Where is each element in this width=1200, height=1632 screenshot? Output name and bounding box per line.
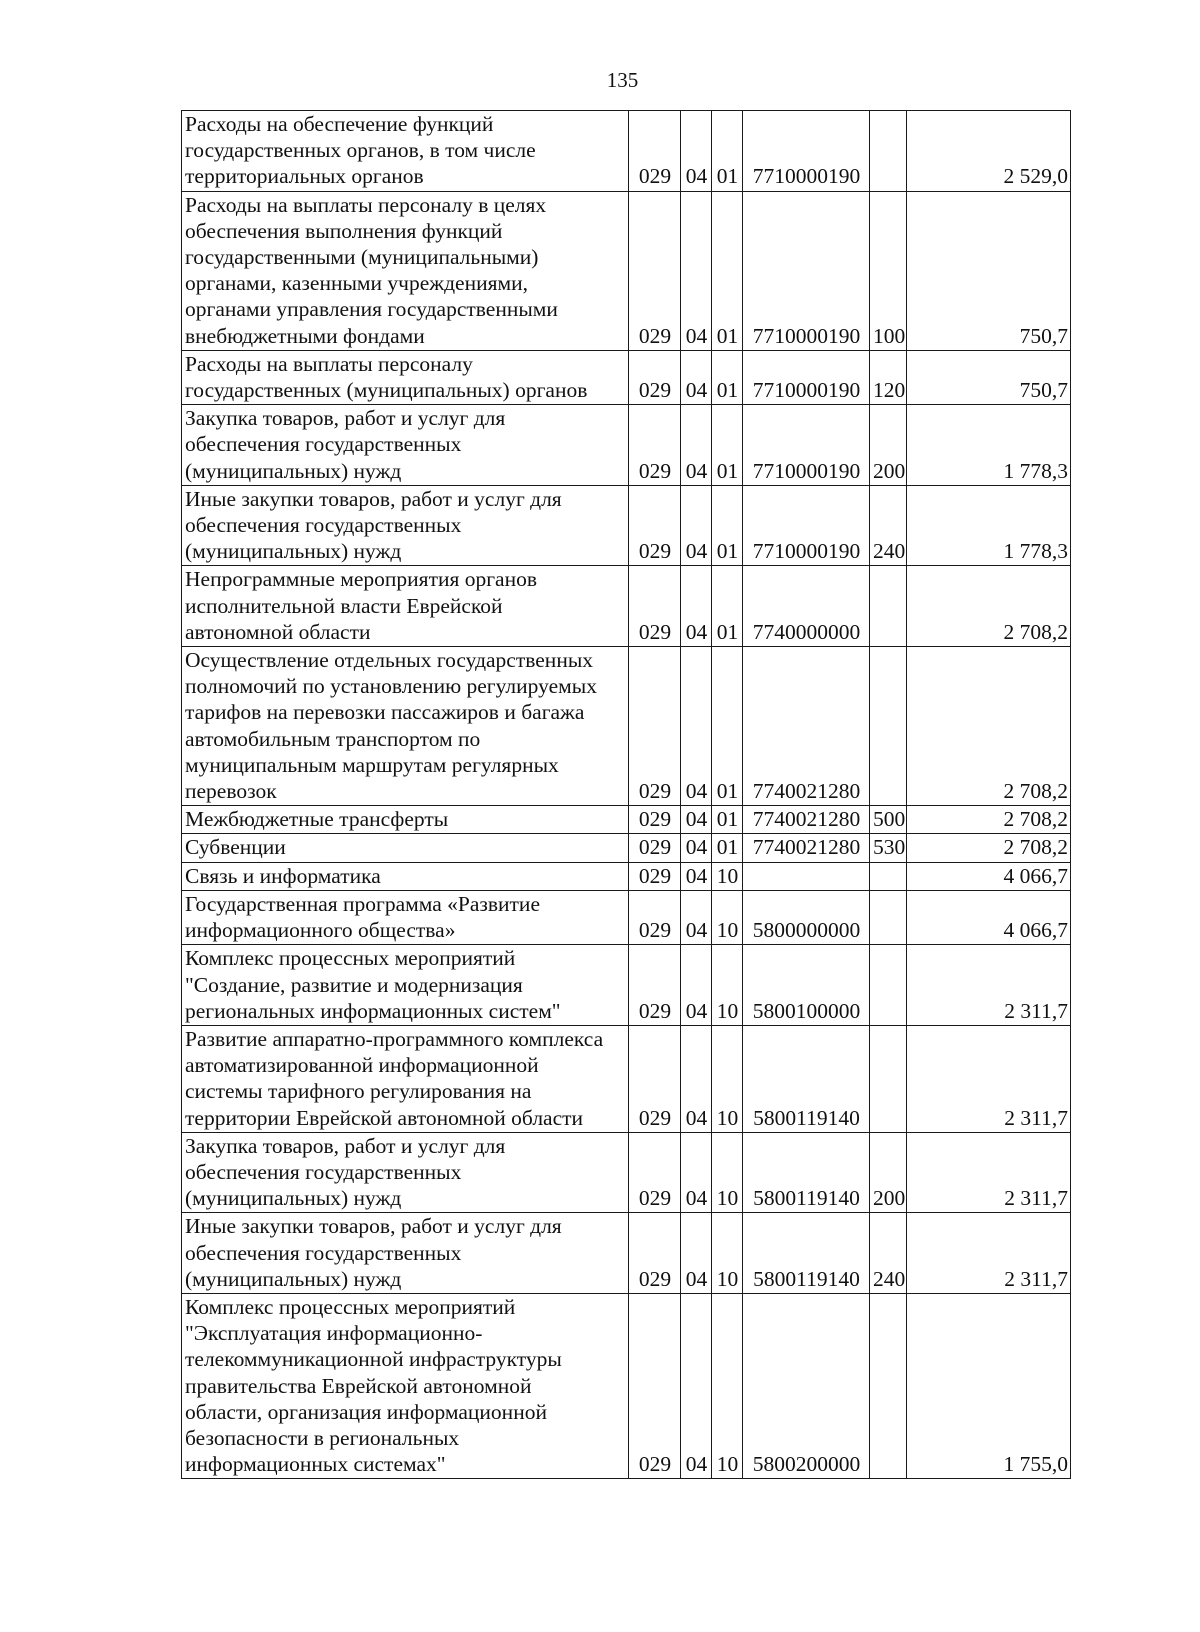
expense-name-cell: Иные закупки товаров, работ и услуг для обеспечения государственных (муниципальных) нужд [182,1213,629,1294]
expense-name-cell: Непрограммные мероприятия органов исполнительной власти Еврейской автономной области [182,566,629,647]
grbs-code-cell: 029 [629,1132,681,1213]
grbs-code-cell: 029 [629,890,681,944]
amount-cell: 1 778,3 [907,485,1071,566]
expense-type-code-cell: 120 [870,350,907,404]
expense-type-code-cell: 240 [870,1213,907,1294]
target-article-code-cell: 7710000190 [743,350,870,404]
section-code-cell: 04 [681,1025,712,1132]
table-row [182,945,1071,1026]
table-row [182,566,1071,647]
page-number: 135 [606,68,639,92]
target-article-code-cell: 7740021280 [743,647,870,806]
grbs-code-cell: 029 [629,1025,681,1132]
target-article-code-cell: 7710000190 [743,405,870,486]
amount-cell: 4 066,7 [907,890,1071,944]
table-row [182,350,1071,404]
table-row [182,647,1071,806]
expense-type-code-cell [870,111,907,192]
expense-name-cell: Комплекс процессных мероприятий "Эксплуатация информационно- телекоммуникационной инфраструктуры правительства Еврейской автономной области, организация информационной безопасности в региональных информационных системах" [182,1293,629,1478]
table-row [182,862,1071,890]
amount-cell: 2 708,2 [907,806,1071,834]
expense-type-code-cell: 240 [870,485,907,566]
amount-cell: 1 755,0 [907,1293,1071,1478]
amount-cell: 2 708,2 [907,647,1071,806]
subsection-code-cell: 10 [712,1293,743,1478]
target-article-code-cell: 5800100000 [743,945,870,1026]
grbs-code-cell: 029 [629,405,681,486]
expense-type-code-cell: 500 [870,806,907,834]
amount-cell: 2 311,7 [907,1132,1071,1213]
subsection-code-cell: 01 [712,405,743,486]
expense-name-cell: Государственная программа «Развитие информационного общества» [182,890,629,944]
subsection-code-cell: 10 [712,890,743,944]
expense-name-cell: Субвенции [182,834,629,862]
table-row [182,890,1071,944]
table-row [182,485,1071,566]
target-article-code-cell: 5800119140 [743,1025,870,1132]
expense-name-cell: Расходы на выплаты персоналу государственных (муниципальных) органов [182,350,629,404]
grbs-code-cell: 029 [629,1293,681,1478]
grbs-code-cell: 029 [629,191,681,350]
amount-cell: 750,7 [907,350,1071,404]
expense-type-code-cell: 200 [870,405,907,486]
subsection-code-cell: 01 [712,111,743,192]
amount-cell: 2 311,7 [907,1025,1071,1132]
expense-type-code-cell [870,862,907,890]
expense-type-code-cell: 530 [870,834,907,862]
section-code-cell: 04 [681,945,712,1026]
expense-type-code-cell [870,890,907,944]
section-code-cell: 04 [681,806,712,834]
expense-name-cell: Иные закупки товаров, работ и услуг для обеспечения государственных (муниципальных) нужд [182,485,629,566]
target-article-code-cell: 5800119140 [743,1132,870,1213]
subsection-code-cell: 01 [712,647,743,806]
expense-name-cell: Межбюджетные трансферты [182,806,629,834]
section-code-cell: 04 [681,1293,712,1478]
amount-cell: 1 778,3 [907,405,1071,486]
grbs-code-cell: 029 [629,111,681,192]
target-article-code-cell: 5800200000 [743,1293,870,1478]
expense-type-code-cell: 200 [870,1132,907,1213]
expense-type-code-cell [870,945,907,1026]
target-article-code-cell: 7740021280 [743,834,870,862]
section-code-cell: 04 [681,834,712,862]
target-article-code-cell: 7710000190 [743,485,870,566]
table-row [182,1025,1071,1132]
target-article-code-cell: 5800000000 [743,890,870,944]
target-article-code-cell: 7710000190 [743,191,870,350]
table-body [182,111,1071,1479]
subsection-code-cell: 01 [712,350,743,404]
amount-cell: 2 311,7 [907,1213,1071,1294]
amount-cell: 4 066,7 [907,862,1071,890]
expense-type-code-cell [870,1025,907,1132]
expense-name-cell: Развитие аппаратно-программного комплекса автоматизированной информационной системы тарифного регулирования на территории Еврейской автономной области [182,1025,629,1132]
amount-cell: 2 529,0 [907,111,1071,192]
subsection-code-cell: 01 [712,834,743,862]
subsection-code-cell: 10 [712,1132,743,1213]
expense-name-cell: Комплекс процессных мероприятий "Создание, развитие и модернизация региональных информационных систем" [182,945,629,1026]
target-article-code-cell: 7710000190 [743,111,870,192]
table-row [182,405,1071,486]
subsection-code-cell: 01 [712,566,743,647]
subsection-code-cell: 10 [712,1213,743,1294]
section-code-cell: 04 [681,1213,712,1294]
expense-name-cell: Связь и информатика [182,862,629,890]
grbs-code-cell: 029 [629,862,681,890]
table-row [182,111,1071,192]
section-code-cell: 04 [681,191,712,350]
expense-name-cell: Расходы на выплаты персоналу в целях обеспечения выполнения функций государственными (муниципальными) органами, казенными учреждениями, органами управления государственными внебюджетными фондами [182,191,629,350]
target-article-code-cell [743,862,870,890]
budget-table [181,110,1071,1479]
grbs-code-cell: 029 [629,485,681,566]
section-code-cell: 04 [681,647,712,806]
expense-name-cell: Осуществление отдельных государственных полномочий по установлению регулируемых тарифов на перевозки пассажиров и багажа автомобильным транспортом по муниципальным маршрутам регулярных перевозок [182,647,629,806]
grbs-code-cell: 029 [629,350,681,404]
expense-name-cell: Закупка товаров, работ и услуг для обеспечения государственных (муниципальных) нужд [182,405,629,486]
amount-cell: 750,7 [907,191,1071,350]
amount-cell: 2 311,7 [907,945,1071,1026]
grbs-code-cell: 029 [629,806,681,834]
expense-type-code-cell: 100 [870,191,907,350]
subsection-code-cell: 10 [712,862,743,890]
subsection-code-cell: 10 [712,945,743,1026]
grbs-code-cell: 029 [629,945,681,1026]
expense-name-cell: Расходы на обеспечение функций государственных органов, в том числе территориальных органов [182,111,629,192]
target-article-code-cell: 7740021280 [743,806,870,834]
section-code-cell: 04 [681,405,712,486]
section-code-cell: 04 [681,862,712,890]
subsection-code-cell: 01 [712,485,743,566]
grbs-code-cell: 029 [629,1213,681,1294]
target-article-code-cell: 5800119140 [743,1213,870,1294]
table-row [182,834,1071,862]
table-row [182,191,1071,350]
amount-cell: 2 708,2 [907,834,1071,862]
expense-type-code-cell [870,566,907,647]
target-article-code-cell: 7740000000 [743,566,870,647]
grbs-code-cell: 029 [629,647,681,806]
amount-cell: 2 708,2 [907,566,1071,647]
subsection-code-cell: 01 [712,191,743,350]
table-row [182,1132,1071,1213]
expense-type-code-cell [870,647,907,806]
section-code-cell: 04 [681,890,712,944]
section-code-cell: 04 [681,485,712,566]
grbs-code-cell: 029 [629,834,681,862]
grbs-code-cell: 029 [629,566,681,647]
table-row [182,1293,1071,1478]
section-code-cell: 04 [681,350,712,404]
section-code-cell: 04 [681,111,712,192]
section-code-cell: 04 [681,566,712,647]
expense-name-cell: Закупка товаров, работ и услуг для обеспечения государственных (муниципальных) нужд [182,1132,629,1213]
subsection-code-cell: 10 [712,1025,743,1132]
section-code-cell: 04 [681,1132,712,1213]
expense-type-code-cell [870,1293,907,1478]
subsection-code-cell: 01 [712,806,743,834]
table-row [182,806,1071,834]
table-row [182,1213,1071,1294]
